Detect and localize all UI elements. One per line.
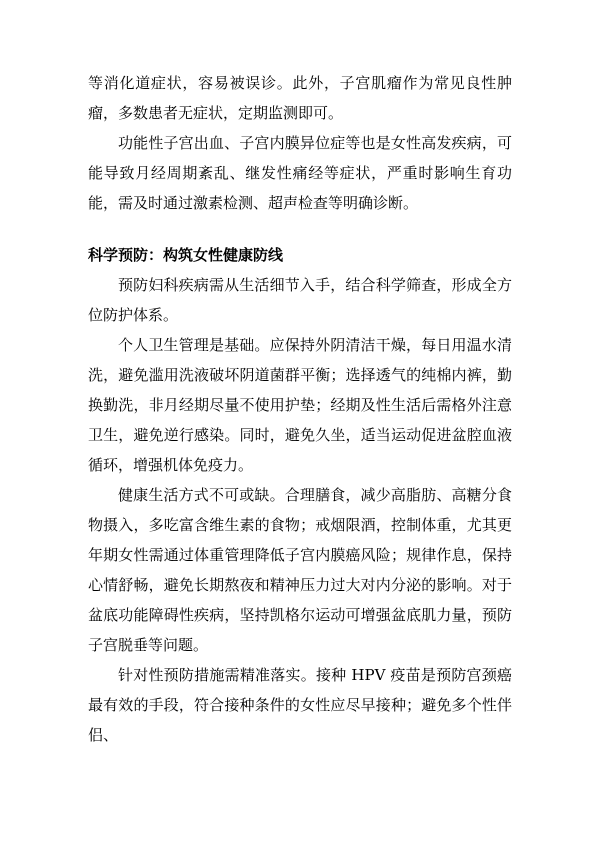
paragraph-functional-bleeding: 功能性子宫出血、子宫内膜异位症等也是女性高发疾病，可能导致月经周期紊乱、继发性痛经等症状，严重时影响生育功能，需及时通过激素检测、超声检查等明确诊断。	[88, 134, 512, 212]
paragraph-continued: 等消化道症状，容易被误诊。此外，子宫肌瘤作为常见良性肿瘤，多数患者无症状，定期监测即可。	[88, 74, 512, 122]
document-body	[88, 68, 512, 750]
paragraph-targeted-prevention: 针对性预防措施需精准落实。接种 HPV 疫苗是预防宫颈癌最有效的手段，符合接种条件的女性应尽早接种；避免多个性伴侣、	[88, 666, 512, 744]
section-heading: 科学预防：构筑女性健康防线	[88, 246, 284, 264]
paragraph-prevention-intro: 预防妇科疾病需从生活细节入手，结合科学筛查，形成全方位防护体系。	[88, 276, 512, 324]
paragraph-lifestyle: 健康生活方式不可或缺。合理膳食，减少高脂肪、高糖分食物摄入，多吃富含维生素的食物；戒烟限酒，控制体重，尤其更年期女性需通过体重管理降低子宫内膜癌风险；规律作息，保持心情舒畅，避免长期熬夜和精神压力过大对内分泌的影响。对于盆底功能障碍性疾病，坚持凯格尔运动可增强盆底肌力量，预防子宫脱垂等问题。	[88, 486, 512, 654]
paragraph-hygiene: 个人卫生管理是基础。应保持外阴清洁干燥，每日用温水清洗，避免滥用洗液破坏阴道菌群平衡；选择透气的纯棉内裤，勤换勤洗，非月经期尽量不使用护垫；经期及性生活后需格外注意卫生，避免逆行感染。同时，避免久坐，适当运动促进盆腔血液循环，增强机体免疫力。	[88, 336, 512, 474]
